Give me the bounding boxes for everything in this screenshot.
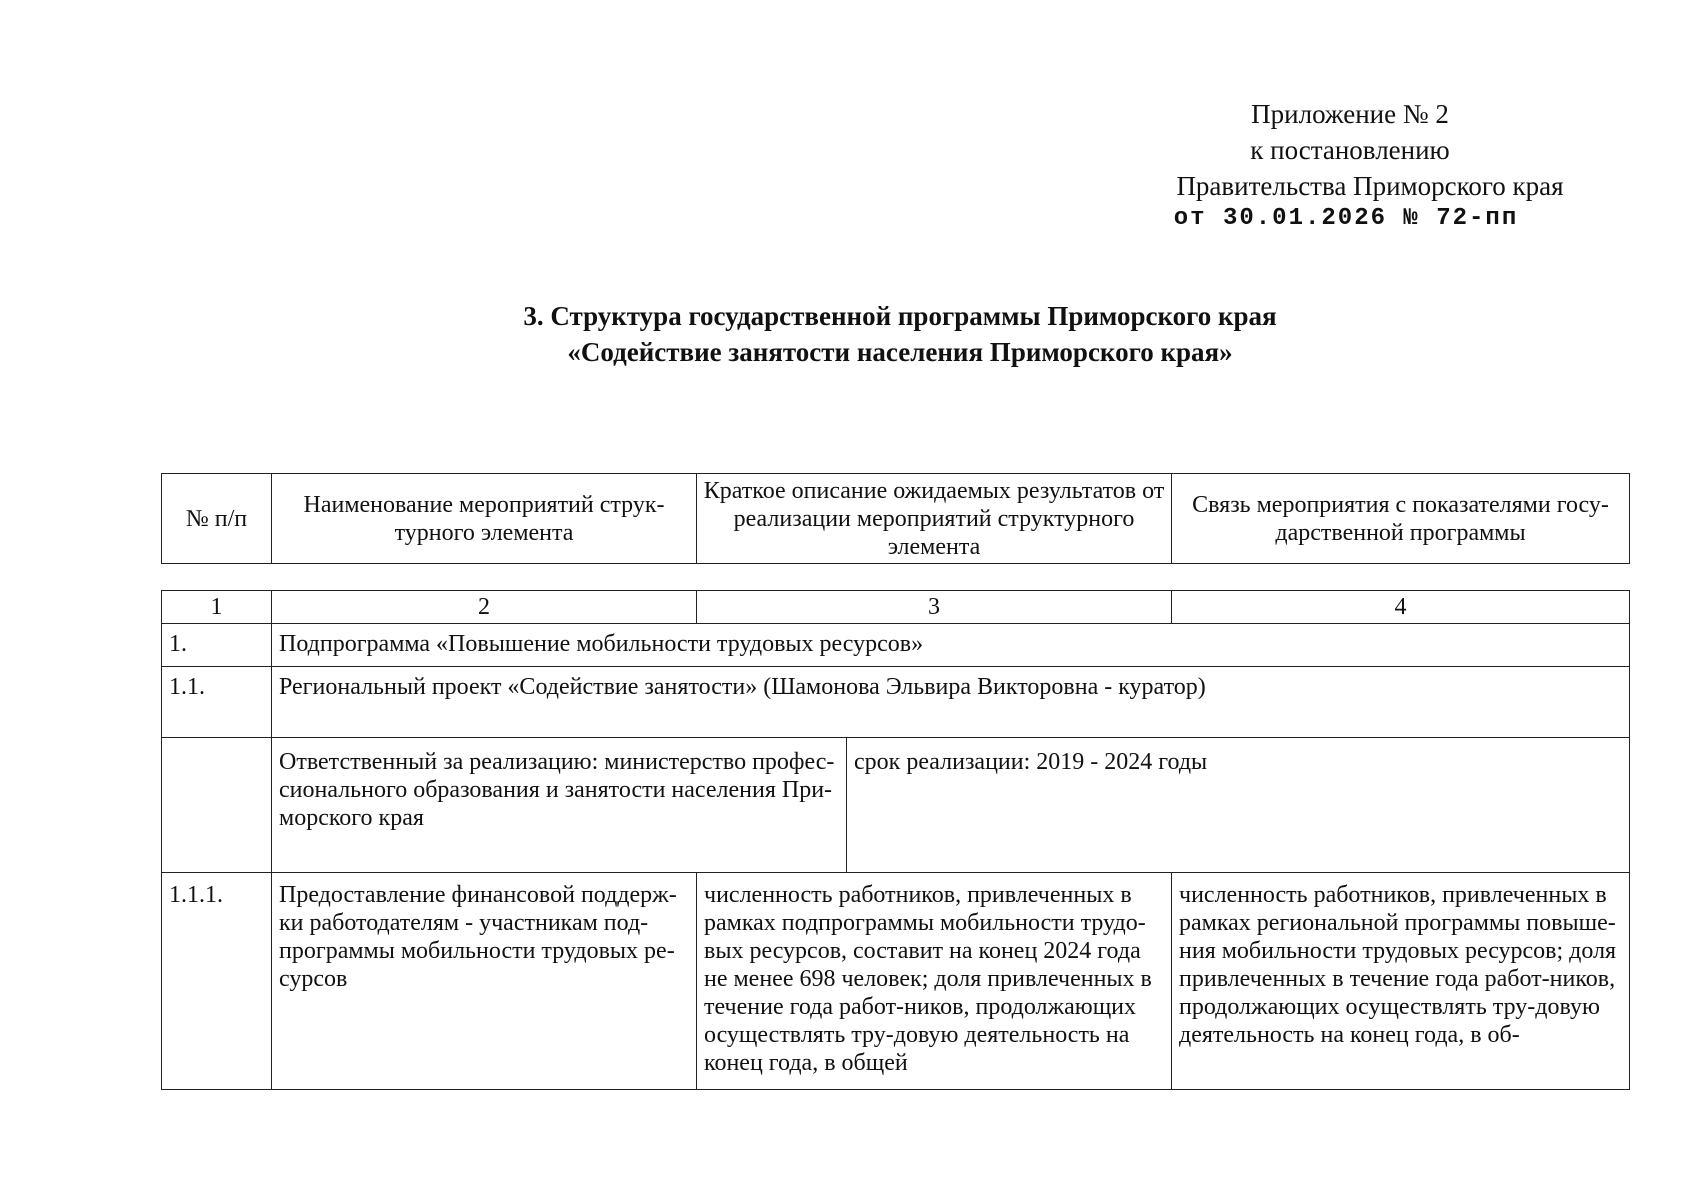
subprogram-title-cell: Подпрограмма «Повышение мобильности трудовых ресурсов» [272, 624, 1630, 667]
document-title [300, 298, 1500, 370]
header-cell-number: № п/п [162, 474, 272, 564]
table-header [161, 473, 1630, 564]
appendix-block [1120, 96, 1620, 234]
regional-project-cell: Региональный проект «Содействие занятости» (Шамонова Эльвира Викторовна - куратор) [272, 667, 1630, 738]
appendix-reference: к постановлению [1250, 135, 1450, 165]
column-number-cell: 1 [162, 591, 272, 624]
implementation-term-cell: срок реализации: 2019 - 2024 годы [847, 738, 1630, 873]
table-row [162, 738, 1630, 873]
expected-results-cell: численность работников, привлеченных в рамках подпрограммы мобильности трудо-вых ресурсов, составит на конец 2024 года не менее 698 человек; доля привлеченных в течение года работ-ников, продолжающих осуществлять тру-довую деятельность на конец года, в общей [697, 873, 1172, 1090]
program-indicators-cell: численность работников, привлеченных в рамках региональной программы повыше-ния мобильности трудовых ресурсов; доля привлеченных в течение года работ-ников, продолжающих осуществлять тру-довую деятельность на конец года, в об- [1172, 873, 1630, 1090]
measure-name-cell: Предоставление финансовой поддерж-ки работодателям - участникам под-программы мобильности трудовых ре-сурсов [272, 873, 697, 1090]
column-number-cell: 4 [1172, 591, 1630, 624]
title-line-2: «Содействие занятости населения Приморского края» [567, 337, 1233, 367]
row-number-cell: 1. [162, 624, 272, 667]
responsible-cell: Ответственный за реализацию: министерство профес-сионального образования и занятости населения При-морского края [272, 738, 847, 873]
table-row [162, 667, 1630, 738]
row-number-cell: 1.1.1. [162, 873, 272, 1090]
appendix-number: Приложение № 2 [1251, 99, 1449, 129]
row-number-cell [162, 738, 272, 873]
row-number-cell: 1.1. [162, 667, 272, 738]
header-cell-indicators: Связь мероприятия с показателями госу-дарственной программы [1172, 474, 1630, 564]
header-cell-description: Краткое описание ожидаемых результатов от реализации мероприятий структурного элемента [697, 474, 1172, 564]
table-row [162, 873, 1630, 1090]
structure-table [161, 590, 1630, 1090]
column-number-cell: 3 [697, 591, 1172, 624]
decree-date-number-stamp: от 30.01.2026 № 72-пп [1173, 205, 1519, 232]
table-row [162, 624, 1630, 667]
title-line-1: 3. Структура государственной программы Приморского края [523, 301, 1277, 331]
column-number-cell: 2 [272, 591, 697, 624]
appendix-authority: Правительства Приморского края [1176, 171, 1564, 201]
column-numbers-row [162, 591, 1630, 624]
header-cell-name: Наименование мероприятий струк-турного элемента [272, 474, 697, 564]
